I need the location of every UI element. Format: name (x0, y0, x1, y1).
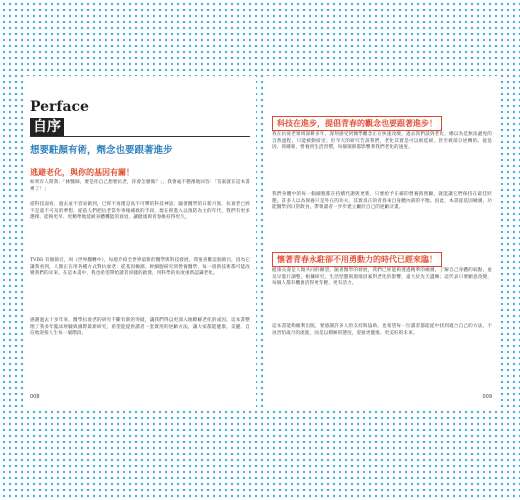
paragraph-3: TVBS 有個節目，叫《世界翻轉中》，每週介紹全世界最新的醫學與科技發展。我很喜歡這個節目，因為它讓我看到，人類正在用各種方式對抗衰老：從基因檢測、幹細胞研究到營養醫學，每一項新技術都可能改變我們的未來。在這本書中，我也希望帶給讀者同樣的啟發，用科學的角度重新認識老化。 (30, 258, 250, 277)
paragraph-7: 健康長壽是人類共同的願望。隨著醫學的發展，我們已經能夠透過精準的檢測，了解自己身體的弱點，並及早進行調整。根據研究，生活型態與環境因素對老化的影響，遠大於先天遺傳；這代表只要願意改變，每個人都有機會活得更年輕、更有活力。 (272, 268, 492, 287)
section-title-2: 科技在進步，提倡青春的觀念也要跟著進步！ (272, 116, 442, 131)
paragraph-1: 如果有人問我：「林醫師，要是你自己想要抗老，你會怎麼做？」，我會毫不猶豫地回答：「答案就在這本書裡了！」 (30, 180, 250, 192)
title-underline (30, 136, 250, 137)
left-page (24, 76, 256, 410)
section-title-1: 逃避老化，與你的基因有關！ (30, 168, 134, 177)
page-number-right: 009 (482, 394, 492, 400)
right-page (266, 76, 498, 410)
section-title-3: 懷著青春永駐卻不用勇動力的時代已經來臨！ (272, 252, 442, 267)
heading-english: Perface (30, 99, 89, 115)
paragraph-5: 我在抗衰老領域深耕多年，深刻感受到醫學觀念正在快速改變。過去我們談到老化，總以為是無法避免的自然過程，只能被動接受；但今天的研究告訴我們，老化其實是可以被延緩、甚至被部分逆轉的。從基因、荷爾蒙、營養到生活習慣，每個環節都影響著我們老化的速度。 (272, 132, 492, 151)
paragraph-4: 感謝過去十多年來，醫學抗衰老的研究不斷有新的突破，讓我們得以更深入地瞭解老化的成因。這本書整理了我多年臨床經驗與國際最新研究，希望能提供讀者一套實用的逆齡方法，讓大家都能健康、美麗、自信地迎接人生每一個階段。 (30, 318, 250, 337)
page-subtitle: 想要駐顏有術，劑念也要跟著進步 (30, 145, 173, 156)
paragraph-6: 我們身體中的每一個細胞都在持續代謝與更新，只要給予正確的營養與照顧，就能讓它們保持在最佳狀態。許多人以為保養只是外在的功夫，其實真正的青春來自身體內部的平衡。因此，本書從基因檢測、功能醫學到日常飲食，帶領讀者一步步建立屬於自己的逆齡計畫。 (272, 192, 492, 211)
paragraph-8: 這本書能夠順利出版，要感謝許多人的支持與協助。也希望每一位讀者都能從中找到適合自己的方法，不再害怕歲月的流逝，而是以積極的態度，迎接更健康、更美好的未來。 (272, 324, 492, 336)
heading-chinese: 自序 (30, 118, 64, 136)
paragraph-2: 從科技面看，過去並不容易做到，已經不再僅是高不可攀的科技神話；隨著醫學的日新月異，抗衰老已經不是遙不可及的夢想。從前人們把抗老當作事後補救的手段，現在則進入以預防為主的年代，我們有更多選擇，能夠更早、更精準地延緩身體機能的衰退，讓健康與青春維持得更久。 (30, 202, 250, 221)
page-number-left: 008 (30, 394, 40, 400)
